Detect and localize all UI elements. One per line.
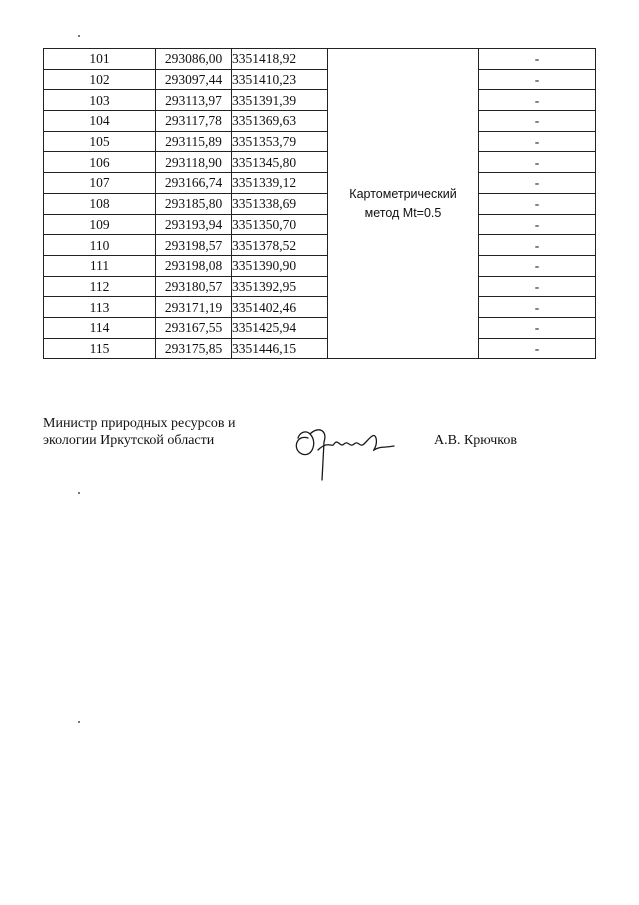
accuracy-cell: - [479,111,596,132]
table-row [44,111,596,132]
signatory-title [43,415,235,449]
coordinates-table-body [44,49,596,359]
table-row [44,338,596,359]
x-coordinate-cell: 293113,97 [156,90,232,111]
table-row [44,235,596,256]
scan-speck [78,721,80,723]
accuracy-cell: - [479,276,596,297]
x-coordinate-cell: 293198,08 [156,255,232,276]
table-row [44,69,596,90]
x-coordinate-cell: 293097,44 [156,69,232,90]
y-coordinate-cell: 3351418,92 [232,49,328,70]
accuracy-cell: - [479,297,596,318]
x-coordinate-cell: 293185,80 [156,193,232,214]
table-row [44,193,596,214]
x-coordinate-cell: 293086,00 [156,49,232,70]
accuracy-cell: - [479,317,596,338]
scan-speck [78,35,80,37]
method-cell [328,49,479,359]
accuracy-cell: - [479,69,596,90]
table-row [44,214,596,235]
x-coordinate-cell: 293175,85 [156,338,232,359]
accuracy-cell: - [479,338,596,359]
point-number-cell: 102 [44,69,156,90]
accuracy-cell: - [479,193,596,214]
table-row [44,317,596,338]
x-coordinate-cell: 293171,19 [156,297,232,318]
accuracy-cell: - [479,214,596,235]
point-number-cell: 110 [44,235,156,256]
point-number-cell: 112 [44,276,156,297]
y-coordinate-cell: 3351446,15 [232,338,328,359]
accuracy-cell: - [479,49,596,70]
x-coordinate-cell: 293193,94 [156,214,232,235]
method-line-1: Картометрический [349,186,457,201]
signatory-title-line-2: экологии Иркутской области [43,433,215,448]
point-number-cell: 109 [44,214,156,235]
table-row [44,255,596,276]
x-coordinate-cell: 293166,74 [156,173,232,194]
table-row [44,276,596,297]
point-number-cell: 105 [44,131,156,152]
x-coordinate-cell: 293115,89 [156,131,232,152]
y-coordinate-cell: 3351369,63 [232,111,328,132]
table-row [44,49,596,70]
point-number-cell: 108 [44,193,156,214]
accuracy-cell: - [479,235,596,256]
x-coordinate-cell: 293117,78 [156,111,232,132]
y-coordinate-cell: 3351353,79 [232,131,328,152]
point-number-cell: 107 [44,173,156,194]
y-coordinate-cell: 3351350,70 [232,214,328,235]
handwritten-signature [288,420,403,490]
y-coordinate-cell: 3351390,90 [232,255,328,276]
signer-name: А.В. Крючков [434,433,517,448]
y-coordinate-cell: 3351425,94 [232,317,328,338]
point-number-cell: 111 [44,255,156,276]
table-row [44,131,596,152]
y-coordinate-cell: 3351378,52 [232,235,328,256]
table-row [44,297,596,318]
point-number-cell: 101 [44,49,156,70]
point-number-cell: 104 [44,111,156,132]
y-coordinate-cell: 3351339,12 [232,173,328,194]
accuracy-cell: - [479,90,596,111]
signatory-title-line-1: Министр природных ресурсов и [43,416,236,431]
x-coordinate-cell: 293167,55 [156,317,232,338]
x-coordinate-cell: 293180,57 [156,276,232,297]
point-number-cell: 106 [44,152,156,173]
point-number-cell: 113 [44,297,156,318]
scan-speck [78,492,80,494]
y-coordinate-cell: 3351402,46 [232,297,328,318]
point-number-cell: 115 [44,338,156,359]
table-row [44,173,596,194]
point-number-cell: 103 [44,90,156,111]
accuracy-cell: - [479,152,596,173]
y-coordinate-cell: 3351345,80 [232,152,328,173]
accuracy-cell: - [479,173,596,194]
y-coordinate-cell: 3351392,95 [232,276,328,297]
y-coordinate-cell: 3351391,39 [232,90,328,111]
x-coordinate-cell: 293118,90 [156,152,232,173]
y-coordinate-cell: 3351338,69 [232,193,328,214]
coordinates-table [43,48,596,359]
accuracy-cell: - [479,255,596,276]
x-coordinate-cell: 293198,57 [156,235,232,256]
method-line-2: метод Mt=0.5 [364,205,442,220]
accuracy-cell: - [479,131,596,152]
table-row [44,152,596,173]
y-coordinate-cell: 3351410,23 [232,69,328,90]
table-row [44,90,596,111]
point-number-cell: 114 [44,317,156,338]
